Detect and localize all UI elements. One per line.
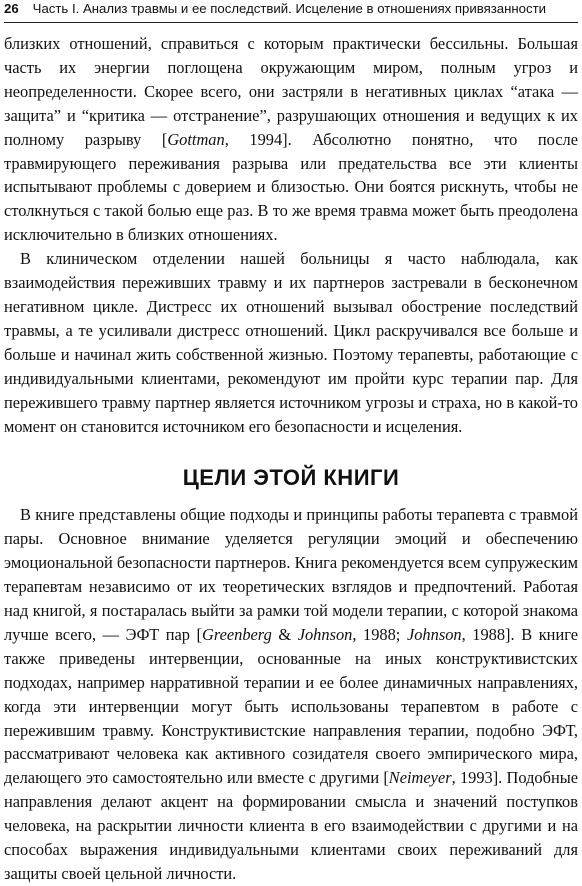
citation-author: Greenberg bbox=[201, 624, 272, 644]
paragraph-1-text: близких отношений, справиться с которым практически бессильны. Большая часть их энергии поглощена окружающим миром, полным угроз и неопределенности. Скорее всего, они застряли в негативных циклах “атака — защита” и “критика — отстранение”, разрушающих отношения и ведущих к их полному разрыву [ bbox=[4, 34, 578, 149]
page-number: 26 bbox=[4, 1, 19, 16]
section-heading: ЦЕЛИ ЭТОЙ КНИГИ bbox=[182, 465, 400, 491]
paragraph-3-text-c: , 1988; bbox=[352, 624, 407, 644]
paragraph-3-text-a: В книге представлены общие подходы и принципы работы терапевта с травмой пары. Основное внимание уделяется регуляции эмоций и обеспечению эмоциональной безопасности партнеров. Книга рекомендуется всем супружеским терапевтам независимо от их теоретических взглядов и предпочтений. Работая над книгой, я постаралась выйти за рамки той модели терапии, с которой знакома лучше всего, — ЭФТ пар [ bbox=[4, 505, 578, 644]
citation-author: Neimeyer bbox=[388, 768, 452, 788]
running-title: Часть I. Анализ травмы и ее последствий. Исцеление в отношениях привязанности bbox=[32, 1, 546, 16]
paragraph-3-text-d: , 1988]. В книге также приведены интервенции, основанные на иных конструктивистских подходах, например нарративной терапии и ее более динамичных направлениях, когда эти интервенции могут быть использованы терапевтом в работе с пережившим травму. Конструктивистские направления терапии, подобно ЭФТ, рассматривают человека как активного созидателя своего эмпирического мира, делающего это самостоятельно или вместе с другими [ bbox=[4, 624, 578, 788]
paragraph-1 bbox=[4, 32, 578, 247]
citation-author: Johnson bbox=[297, 624, 353, 644]
paragraph-3-text-b: & bbox=[271, 624, 298, 644]
paragraph-2: В клиническом отделении нашей больницы я часто наблюдала, как взаимодействия переживших травму и их партнеров застревали в бесконечном негативном цикле. Дистресс их отношений вызывал обострение последствий травмы, а те усиливали дистресс отношений. Цикл раскручивался все больше и больше и начинал жить собственной жизнью. Поэтому терапевты, работающие с индивидуальными клиентами, рекомендуют им пройти курс терапии пар. Для пережившего травму партнер является источником угрозы и страха, но в какой-то момент он становится источником его безопасности и исцеления. bbox=[4, 249, 578, 436]
paragraph-1-tail: , 1994]. Абсолютно понятно, что после травмирующего переживания разрыва или предательства все эти клиенты испытывают проблемы с доверием и близостью. Они боятся рискнуть, чтобы не столкнуться с такой болью еще раз. В то же время травма может быть преодолена исключительно в близких отношениях. bbox=[4, 129, 578, 245]
paragraph-3-text-e: , 1993]. Подобные направления делают акцент на формировании смысла и значений поступков человека, на раскрытии личности клиента в его взаимодействии с другими и на способах выражения индивидуальными клиентами своих переживаний для защиты своей цельной личности. bbox=[4, 768, 579, 883]
citation-author: Johnson bbox=[406, 624, 462, 644]
running-header bbox=[4, 0, 578, 23]
citation-author: Gottman bbox=[167, 129, 225, 149]
paragraph-3 bbox=[4, 503, 578, 886]
